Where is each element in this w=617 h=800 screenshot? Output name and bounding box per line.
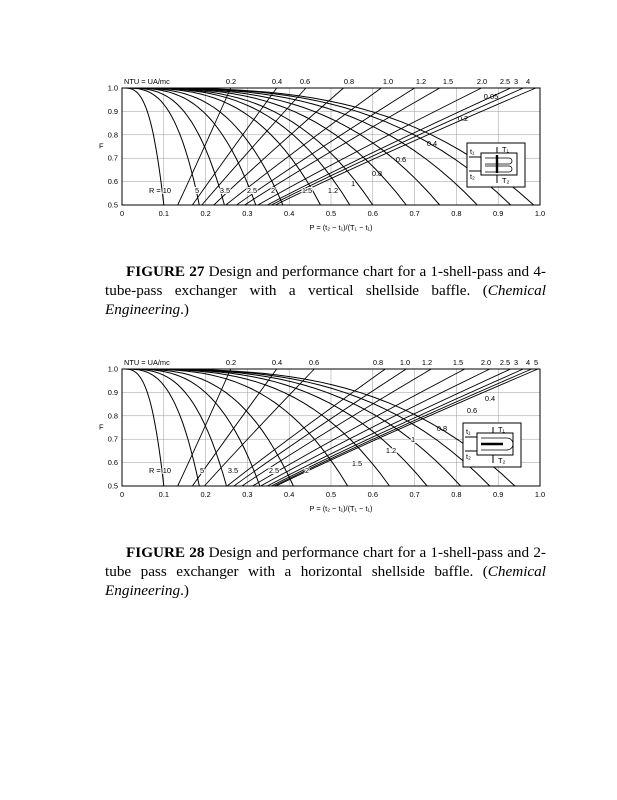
r-label: 3.5 [219, 186, 231, 195]
y-tick-labels [108, 84, 118, 210]
ntu-top-label: 1.2 [415, 77, 427, 86]
ntu-top-label: 3 [513, 77, 519, 86]
y-tick-label: 0.9 [107, 387, 118, 397]
figure-28-svg [95, 345, 555, 515]
x-tick-label: 0.7 [409, 490, 420, 499]
figure-28-caption-text: Design and performance chart for a 1-shell-pass and 2-tube pass exchanger with a horizontal shellside baffle. ( [105, 544, 546, 580]
ntu-inside-label: 0.4 [426, 139, 438, 148]
x-tick-label: 0.6 [367, 490, 378, 499]
x-tick-label: 0.2 [200, 209, 211, 218]
y-tick-label: 0.6 [107, 458, 118, 468]
x-tick-label: 1.0 [534, 209, 546, 218]
x-axis-label: P = (t₂ − t₁)/(T₁ − t₁) [309, 504, 373, 513]
x-tick-label: 0.3 [242, 209, 253, 218]
x-tick-label: 0.1 [158, 490, 169, 499]
figure-27-caption-text: Design and performance chart for a 1-shell-pass and 4-tube-pass exchanger with a vertical shellside baffle. ( [105, 263, 546, 299]
y-tick-label: 1.0 [107, 364, 118, 374]
x-tick-label: 0.4 [284, 490, 295, 499]
ntu-curve [237, 88, 415, 205]
figure-28-caption [105, 543, 546, 600]
x-axis-label: P = (t₂ − t₁)/(T₁ − t₁) [309, 223, 373, 232]
ntu-inside-label: 0.05 [483, 92, 499, 101]
ntu-inside-label: 0.4 [484, 394, 496, 403]
figure-28-chart [95, 345, 555, 515]
r-label: 1.2 [385, 446, 397, 455]
ntu-top-label: 0.4 [271, 77, 283, 86]
x-tick-label: 0.2 [200, 490, 211, 499]
exchanger-schematic [467, 143, 525, 187]
r-label: 3.5 [227, 466, 239, 475]
r-label: 5 [194, 186, 200, 195]
ntu-top-label: 0.6 [308, 358, 320, 367]
ntu-inside-label: 0.8 [436, 424, 448, 433]
r-curve [122, 369, 293, 486]
ntu-top-label: 4 [525, 358, 531, 367]
label-T1: T₁ [502, 145, 510, 154]
x-tick-label: 0.8 [451, 209, 462, 218]
r-curve [122, 369, 260, 486]
ntu-top-label: 0.8 [372, 358, 384, 367]
r-label: R = 10 [149, 466, 171, 475]
r-curve [122, 88, 224, 205]
ntu-top-label: 0.2 [225, 358, 237, 367]
x-tick-label: 0.1 [158, 209, 169, 218]
ntu-top-label: 0.4 [271, 358, 283, 367]
ntu-inside-label: 0.2 [457, 114, 469, 123]
figure-28-caption-end: .) [180, 582, 189, 599]
exchanger-schematic [463, 423, 521, 467]
ntu-top-label: 0.6 [299, 77, 311, 86]
y-tick-label: 0.7 [107, 153, 118, 163]
x-tick-label: 0.5 [325, 209, 337, 218]
r-curve [122, 369, 227, 486]
figure-27-caption-end: .) [180, 301, 189, 318]
x-tick-label: 0 [119, 490, 125, 499]
ntu-curve [192, 88, 276, 205]
ntu-top-label: 5 [533, 358, 539, 367]
r-label: 2.5 [246, 186, 258, 195]
ntu-top-label: 3 [513, 358, 519, 367]
ntu-curve [204, 369, 314, 486]
figure-27-chart [95, 64, 555, 234]
r-label: 5 [199, 466, 205, 475]
label-t1: t₁ [470, 147, 475, 156]
label-t2: t₂ [466, 452, 471, 461]
r-label: R = 10 [149, 186, 171, 195]
label-t2: t₂ [470, 172, 475, 181]
y-tick-label: 0.8 [107, 130, 118, 140]
r-label: 1.2 [327, 186, 339, 195]
r-label: 1.5 [301, 186, 313, 195]
r-label: 2 [270, 186, 276, 195]
x-tick-label: 0.8 [451, 490, 462, 499]
ntu-top-labels [226, 77, 530, 86]
y-tick-label: 1.0 [107, 83, 118, 93]
y-tick-label: 0.5 [107, 200, 118, 210]
x-tick-label: 0.7 [409, 209, 420, 218]
ntu-top-label: 1.5 [452, 358, 464, 367]
figure-28-source: Chemical Engineering [105, 563, 546, 599]
r-label: 2 [304, 466, 310, 475]
ntu-top-label: 2.5 [499, 77, 511, 86]
ntu-top-label: 1.0 [399, 358, 411, 367]
y-axis-label: F [99, 422, 104, 432]
ntu-top-label: 1.5 [442, 77, 454, 86]
ntu-top-label: 2.5 [499, 358, 511, 367]
x-tick-label: 0.6 [367, 209, 378, 218]
label-T1: T₁ [498, 425, 506, 434]
ntu-inside-label: 0.8 [371, 169, 383, 178]
x-tick-labels [120, 209, 545, 218]
ntu-top-label: 2.0 [476, 77, 488, 86]
y-tick-label: 0.6 [107, 177, 118, 187]
r-label: 1.5 [351, 459, 363, 468]
r-curve [122, 88, 256, 205]
x-tick-label: 0.9 [493, 490, 504, 499]
y-tick-label: 0.5 [107, 481, 118, 491]
ntu-top-label: 0.2 [225, 77, 237, 86]
figure-27-source: Chemical Engineering [105, 282, 546, 318]
figure-27-svg [95, 64, 555, 234]
figure-28-label: FIGURE 28 [126, 544, 205, 561]
ntu-inside-label: 0.6 [466, 406, 478, 415]
figure-27-caption [105, 262, 546, 319]
ntu-axis-label: NTU = UA/mc [124, 358, 170, 367]
ntu-top-labels [226, 358, 538, 367]
x-tick-label: 0.5 [325, 490, 337, 499]
x-tick-label: 1.0 [534, 490, 546, 499]
ntu-axis-label: NTU = UA/mc [124, 77, 170, 86]
ntu-inside-label: 0.6 [395, 155, 407, 164]
r-label: 1 [350, 179, 356, 188]
x-tick-labels [120, 490, 545, 499]
ntu-top-label: 1.0 [382, 77, 394, 86]
ntu-top-label: 0.8 [343, 77, 355, 86]
y-axis-label: F [99, 141, 104, 151]
r-label: 1 [410, 435, 416, 444]
r-label: 2.5 [268, 466, 280, 475]
label-T2: T₂ [502, 176, 510, 185]
figure-27-label: FIGURE 27 [126, 263, 205, 280]
label-t1: t₁ [466, 427, 471, 436]
y-tick-label: 0.7 [107, 434, 118, 444]
ntu-curve [258, 88, 482, 205]
x-tick-label: 0.4 [284, 209, 295, 218]
y-tick-label: 0.9 [107, 106, 118, 116]
x-tick-label: 0.3 [242, 490, 253, 499]
ntu-curve [178, 369, 231, 486]
x-tick-label: 0.9 [493, 209, 504, 218]
x-tick-label: 0 [119, 209, 125, 218]
y-tick-label: 0.8 [107, 411, 118, 421]
r-curve [122, 88, 283, 205]
label-T2: T₂ [498, 456, 506, 465]
y-tick-labels [108, 365, 118, 491]
ntu-top-label: 2.0 [480, 358, 492, 367]
ntu-top-label: 4 [525, 77, 531, 86]
ntu-top-label: 1.2 [421, 358, 433, 367]
ntu-curve [261, 369, 490, 486]
